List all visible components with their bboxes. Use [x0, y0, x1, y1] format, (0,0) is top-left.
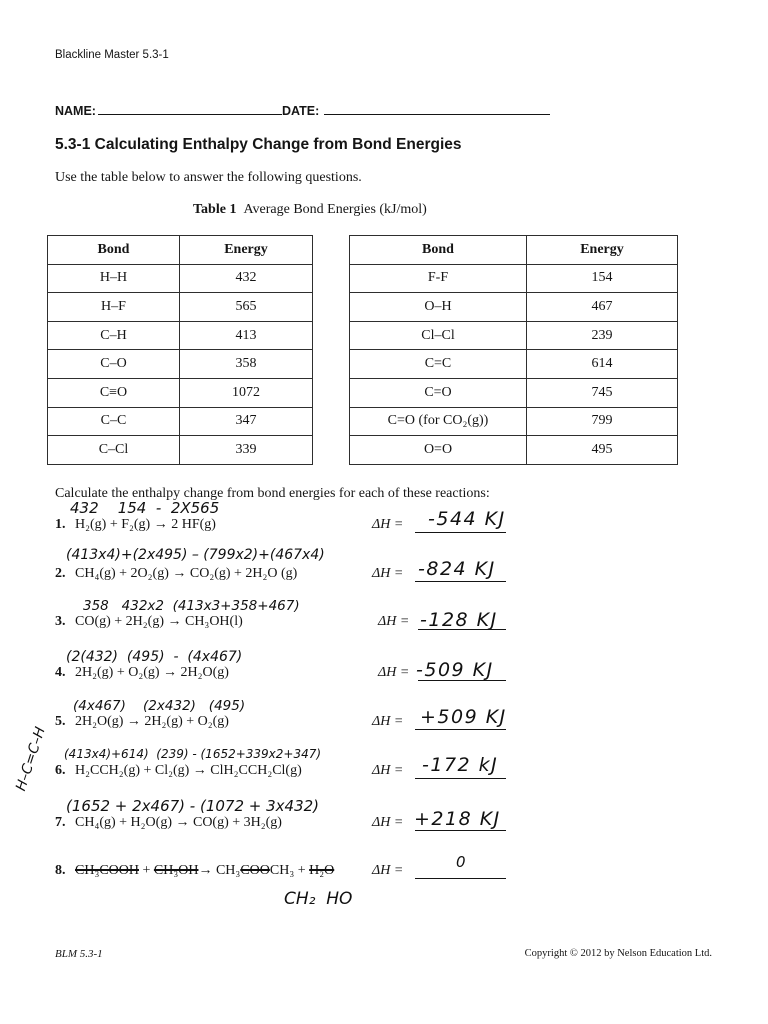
question-number: 3.: [55, 614, 66, 629]
table-row: [48, 350, 313, 379]
handwritten-work-7: (1652 + 2x467) - (1072 + 3x432): [66, 797, 320, 815]
name-date-row: [55, 102, 550, 120]
handwritten-answer-4: -509 KJ: [416, 659, 494, 681]
question-number: 8.: [55, 863, 66, 878]
table-row: [48, 407, 313, 436]
delta-h-label: ΔH =: [372, 566, 404, 581]
energy-cell: 239: [527, 321, 678, 350]
bond-cell: C=O: [350, 378, 527, 407]
struck-term: H₂O: [309, 863, 335, 878]
table-row: [48, 321, 313, 350]
delta-h-label: ΔH =: [372, 763, 404, 778]
struck-term: COO: [240, 863, 270, 878]
reaction-equation: H₂(g) + F₂(g) → 2 HF(g): [75, 517, 216, 532]
instructions-text: Calculate the enthalpy change from bond energies for each of these reactions:: [55, 486, 490, 501]
delta-h-label: ΔH =: [378, 614, 410, 629]
answer-blank-line: [415, 878, 506, 879]
column-header-energy: Energy: [180, 236, 313, 265]
bond-cell: O=O: [350, 436, 527, 465]
bond-cell: F-F: [350, 264, 527, 293]
table-row: [350, 378, 678, 407]
delta-h-label: ΔH =: [378, 665, 410, 680]
bond-cell: C=O (for CO₂(g)): [350, 407, 527, 436]
handwritten-answer-1: -544 KJ: [428, 508, 506, 530]
equation-operator: +: [139, 863, 154, 878]
table-row: [48, 264, 313, 293]
bond-cell: H–H: [48, 264, 180, 293]
table-row: [350, 321, 678, 350]
table-row: [350, 350, 678, 379]
handwritten-work-5: (4x467) (2x432) (495): [73, 698, 246, 714]
question-number: 1.: [55, 517, 66, 532]
reaction-equation: [75, 862, 334, 880]
question-number: 2.: [55, 566, 66, 581]
energy-cell: 495: [527, 436, 678, 465]
equation-operator: +: [294, 863, 310, 878]
blackline-master-label: Blackline Master 5.3-1: [55, 49, 169, 61]
column-header-energy: Energy: [527, 236, 678, 265]
answer-blank-line: [415, 729, 506, 730]
table-caption: [193, 201, 427, 219]
struck-term: CH₃COOH: [75, 863, 139, 878]
energy-cell: 799: [527, 407, 678, 436]
handwritten-work-3: 358 432x2 (413x3+358+467): [83, 598, 300, 614]
energy-cell: 339: [180, 436, 313, 465]
question-2: [0, 565, 768, 583]
footer-blm-label: BLM 5.3-1: [55, 948, 103, 960]
energy-cell: 614: [527, 350, 678, 379]
handwritten-work-4: (2(432) (495) - (4x467): [66, 649, 243, 665]
intro-text: Use the table below to answer the following questions.: [55, 170, 362, 185]
bond-cell: O–H: [350, 293, 527, 322]
bond-cell: H–F: [48, 293, 180, 322]
table-caption-text: Average Bond Energies (kJ/mol): [243, 202, 427, 217]
table-header-row: [350, 236, 678, 265]
reaction-equation: H₂CCH₂(g) + Cl₂(g) → ClH₂CCH₂Cl(g): [75, 763, 302, 778]
handwritten-answer-2: -824 KJ: [418, 558, 496, 580]
bond-energy-table-right: [349, 235, 678, 465]
question-6: [0, 762, 768, 780]
reaction-equation: CH₄(g) + 2O₂(g) → CO₂(g) + 2H₂O (g): [75, 566, 298, 581]
equation-term: CH₃: [215, 863, 241, 878]
energy-cell: 745: [527, 378, 678, 407]
column-header-bond: Bond: [48, 236, 180, 265]
bond-cell: C–Cl: [48, 436, 180, 465]
energy-cell: 347: [180, 407, 313, 436]
handwritten-answer-5: +509 KJ: [420, 706, 507, 728]
energy-cell: 432: [180, 264, 313, 293]
handwritten-answer-8: 0: [456, 853, 468, 871]
table-row: [48, 378, 313, 407]
reaction-equation: CH₄(g) + H₂O(g) → CO(g) + 3H₂(g): [75, 815, 282, 830]
delta-h-label: ΔH =: [372, 815, 404, 830]
reaction-equation: 2H₂O(g) → 2H₂(g) + O₂(g): [75, 714, 229, 729]
date-label: DATE:: [281, 104, 320, 118]
energy-cell: 1072: [180, 378, 313, 407]
reaction-arrow: →: [198, 863, 216, 878]
energy-cell: 467: [527, 293, 678, 322]
question-number: 4.: [55, 665, 66, 680]
table-row: [350, 264, 678, 293]
handwritten-note-8: CH₂ HO: [284, 889, 353, 909]
bond-cell: C–H: [48, 321, 180, 350]
delta-h-label: ΔH =: [372, 517, 404, 532]
handwritten-work-2: (413x4)+(2x495) – (799x2)+(467x4): [66, 547, 325, 563]
name-blank-line: [98, 102, 282, 115]
table-header-row: [48, 236, 313, 265]
footer-copyright: Copyright © 2012 by Nelson Education Ltd.: [524, 948, 712, 959]
bond-cell: Cl–Cl: [350, 321, 527, 350]
question-1: [0, 516, 768, 534]
handwritten-answer-3: -128 KJ: [420, 609, 498, 631]
struck-term: CH₃OH: [153, 863, 199, 878]
question-number: 7.: [55, 815, 66, 830]
handwritten-work-1: 432 154 - 2X565: [70, 499, 220, 517]
equation-term: CH₃: [269, 863, 295, 878]
question-8: [0, 862, 768, 880]
handwritten-margin-structure: H–C=C–H: [13, 724, 49, 794]
answer-blank-line: [415, 830, 506, 831]
reaction-equation: 2H₂(g) + O₂(g) → 2H₂O(g): [75, 665, 229, 680]
page-title: 5.3-1 Calculating Enthalpy Change from Bond Energies: [55, 136, 462, 153]
reaction-equation: CO(g) + 2H₂(g) → CH₃OH(l): [75, 614, 243, 629]
question-7: [0, 814, 768, 832]
bond-cell: C≡O: [48, 378, 180, 407]
answer-blank-line: [415, 581, 506, 582]
energy-cell: 565: [180, 293, 313, 322]
delta-h-label: ΔH =: [372, 863, 404, 878]
date-blank-line: [324, 102, 550, 115]
bond-cell: C=C: [350, 350, 527, 379]
table-row: [350, 436, 678, 465]
delta-h-label: ΔH =: [372, 714, 404, 729]
table-row: [350, 407, 678, 436]
energy-cell: 154: [527, 264, 678, 293]
handwritten-answer-7: +218 KJ: [414, 808, 501, 830]
table-row: [350, 293, 678, 322]
answer-blank-line: [415, 778, 506, 779]
energy-cell: 358: [180, 350, 313, 379]
bond-cell: C–C: [48, 407, 180, 436]
bond-energy-table-left: [47, 235, 313, 465]
question-4: [0, 664, 768, 682]
table-row: [48, 293, 313, 322]
energy-cell: 413: [180, 321, 313, 350]
bond-cell: C–O: [48, 350, 180, 379]
name-label: NAME:: [55, 104, 96, 118]
question-number: 6.: [55, 763, 66, 778]
table-row: [48, 436, 313, 465]
question-5: [0, 713, 768, 731]
handwritten-answer-6: -172 kJ: [422, 754, 499, 776]
question-3: [0, 613, 768, 631]
answer-blank-line: [415, 532, 506, 533]
column-header-bond: Bond: [350, 236, 527, 265]
handwritten-work-6: (413x4)+614) (239) - (1652+339x2+347): [64, 747, 322, 761]
table-caption-label: Table 1: [193, 202, 237, 217]
question-number: 5.: [55, 714, 66, 729]
